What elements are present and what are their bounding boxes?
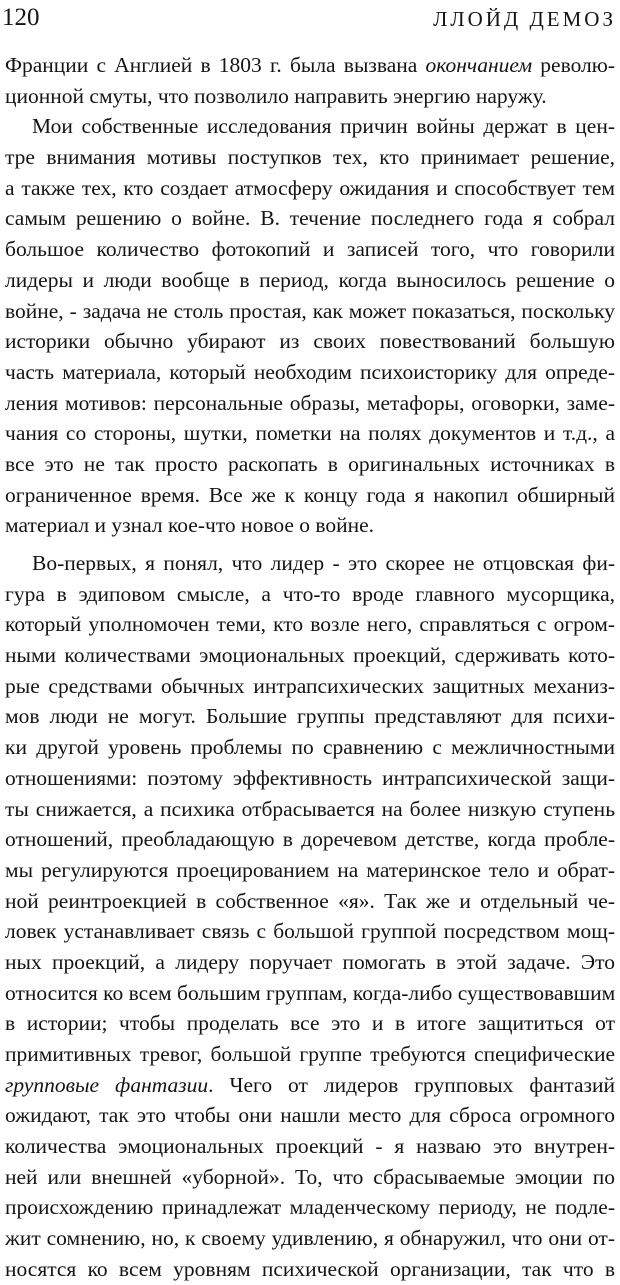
text-run: мов люди не могут. Большие группы представляют для психи- — [5, 704, 615, 729]
text-line — [5, 203, 615, 234]
text-run: Во-первых, я понял, что лидер - это скорее не отцовская фи- — [32, 551, 615, 575]
text-line — [5, 1131, 615, 1162]
text-run: лидеры и люди вообще в период, когда выносилось решение о — [5, 267, 615, 292]
text-line — [5, 81, 615, 112]
text-line — [5, 357, 615, 388]
text-line — [5, 1223, 615, 1254]
text-run: тре внимания мотивы поступков тех, кто принимает решение, — [5, 145, 615, 170]
text-line — [5, 794, 615, 825]
text-line — [5, 855, 615, 886]
text-run: Франции с Англией в 1803 г. была вызвана — [5, 53, 426, 77]
text-run: ционной смуты, что позволило направить энергию наружу. — [5, 83, 547, 108]
text-run: ты снижается, а психика отбрасывается на более низкую ступень — [5, 796, 615, 821]
text-line — [5, 732, 615, 763]
text-run: количества эмоциональных проекций - я назваю это внутрен- — [5, 1134, 615, 1159]
text-run: ожидают, так это чтобы они нашли место для сброса огромного — [5, 1103, 615, 1128]
text-run: ки другой уровень проблемы по сравнению с межличностными — [5, 735, 615, 760]
text-line — [5, 111, 615, 142]
text-run: в истории; чтобы проделать все это и в итоге защититься от — [5, 1011, 615, 1036]
text-line — [5, 1162, 615, 1193]
text-run: ловек устанавливает связь с большой группой посредством мощ- — [5, 919, 615, 944]
text-line — [5, 326, 615, 357]
text-run: гура в эдиповом смысле, а что-то вроде главного мусорщика, — [5, 581, 615, 606]
text-run: револю- — [532, 53, 615, 77]
italic-emphasis: окончанием — [425, 53, 533, 77]
text-run: Мои собственные исследования причин войны держат в цен- — [32, 114, 615, 139]
text-line — [5, 418, 615, 449]
text-run: ней или внешней «уборной». То, что сбрасываемые эмоции по — [5, 1164, 615, 1189]
text-line — [5, 510, 615, 541]
text-line — [5, 388, 615, 419]
text-run: ления мотивов: персональные образы, метафоры, оговорки, заме- — [5, 390, 615, 415]
body-text — [5, 50, 615, 1285]
text-run: рые средствами обычных интрапсихических защитных механиз- — [5, 673, 615, 698]
text-line — [5, 50, 615, 81]
italic-emphasis: групповые фантазии — [5, 1072, 209, 1097]
text-line — [5, 916, 615, 947]
text-line — [5, 1254, 615, 1285]
text-line — [5, 1192, 615, 1223]
text-run: ограниченное время. Все же к концу года я накопил обширный — [5, 482, 615, 507]
text-line — [5, 1070, 615, 1101]
text-line — [5, 609, 615, 640]
text-run: жит сомнению, но, к своему удивлению, я обнаружил, что они от- — [5, 1226, 615, 1251]
text-line — [5, 824, 615, 855]
text-line — [5, 234, 615, 265]
text-run: ной реинтроекцией в собственное «я». Так же и отдельный че- — [5, 888, 615, 913]
text-line — [5, 173, 615, 204]
text-line — [5, 296, 615, 327]
text-run: а также тех, кто создает атмосферу ожидания и способствует тем — [5, 175, 615, 200]
running-title: ЛЛОЙД ДЕМОЗ — [433, 7, 616, 31]
text-line — [5, 579, 615, 610]
text-run: носятся ко всем уровням психической организации, так что в — [5, 1256, 615, 1281]
text-line — [5, 640, 615, 671]
text-run: все это не так просто раскопать в оригинальных источниках в — [5, 451, 615, 476]
text-run: историки обычно убирают из своих повествований большую — [5, 329, 615, 354]
text-line — [5, 480, 615, 511]
text-run: относится ко всем большим группам, когда-либо существовавшим — [5, 980, 615, 1005]
text-line — [5, 701, 615, 732]
text-run: мы регулируются проецированием на материнское тело и обрат- — [5, 857, 615, 882]
text-line — [5, 142, 615, 173]
text-run: самым решению о войне. В. течение последнего года я собрал — [5, 206, 615, 231]
text-run: . Чего от лидеров групповых фантазий — [208, 1072, 615, 1097]
text-line — [5, 947, 615, 978]
text-line — [5, 886, 615, 917]
text-run: ных проекций, а лидеру поручает помогать в этой задаче. Это — [5, 949, 615, 974]
text-run: чания со стороны, шутки, пометки на полях документов и т.д., а — [5, 421, 615, 446]
text-run: материал и узнал кое-что новое о войне. — [5, 513, 375, 538]
page-number: 120 — [2, 4, 40, 31]
text-run: происхождению принадлежат младенческому периоду, не подле- — [5, 1195, 615, 1220]
text-run: отношений, преобладающую в доречевом детстве, когда пробле- — [5, 827, 615, 852]
text-run: войне, - задача не столь простая, как может показаться, поскольку — [5, 298, 615, 323]
text-run: примитивных тревог, большой группе требуются специфические — [5, 1042, 615, 1066]
text-run: отношениями: поэтому эффективность интрапсихической защи- — [5, 765, 615, 790]
text-line — [5, 763, 615, 794]
text-line — [5, 1039, 615, 1070]
page-header — [0, 2, 618, 38]
text-line — [5, 1008, 615, 1039]
text-run: ными количествами эмоциональных проекций, сдерживать кото- — [5, 643, 615, 668]
text-line — [5, 978, 615, 1009]
text-line — [5, 1100, 615, 1131]
text-run: большое количество фотокопий и записей того, что говорили — [5, 237, 615, 262]
text-run: часть материала, который необходим психоисторику для опреде- — [5, 359, 615, 384]
text-line — [5, 671, 615, 702]
text-line — [5, 449, 615, 480]
text-run: который уполномочен теми, кто возле него, справляться с огром- — [5, 612, 615, 637]
text-line — [5, 548, 615, 579]
text-line — [5, 265, 615, 296]
